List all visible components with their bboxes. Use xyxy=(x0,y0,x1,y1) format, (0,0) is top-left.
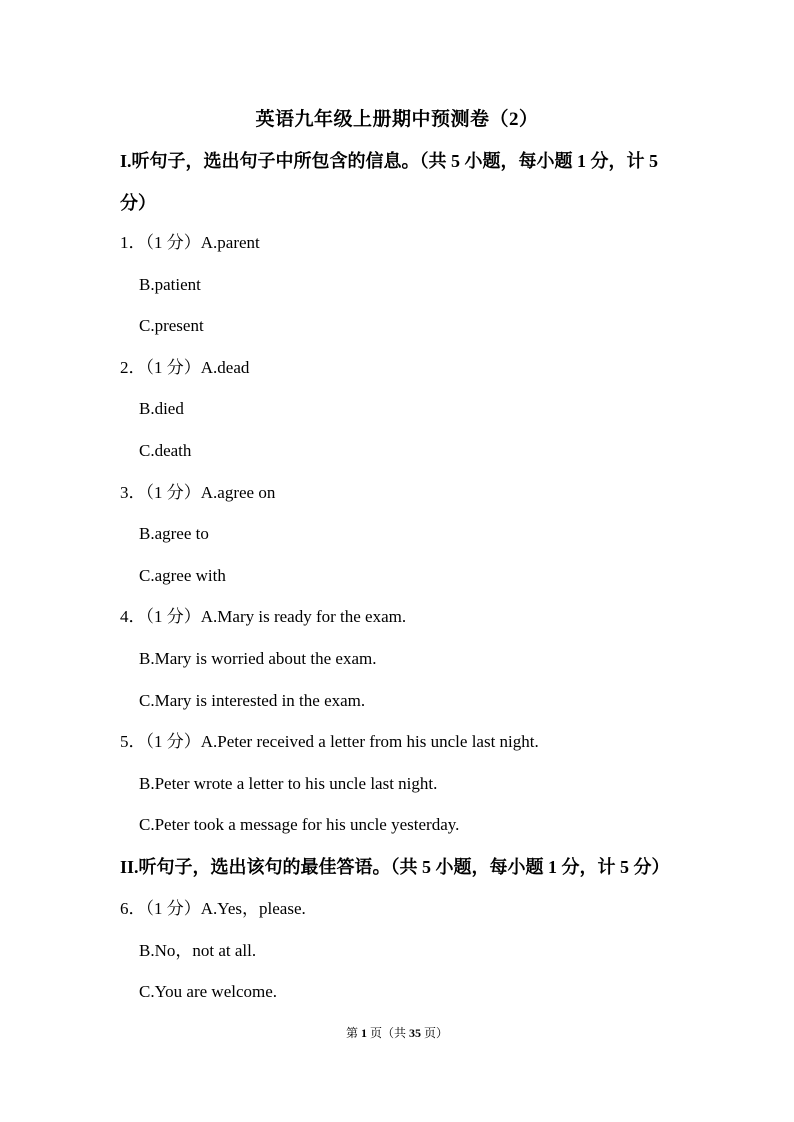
question-6 xyxy=(120,898,306,920)
question-1 xyxy=(120,232,260,254)
option-c: C.Mary is interested in the exam. xyxy=(139,691,366,710)
footer-total-pages: 35 xyxy=(409,1026,421,1040)
option-a: A.Peter received a letter from his uncle last night. xyxy=(200,732,539,751)
question-number: 4．（1 分） xyxy=(120,607,201,626)
option-b: B.agree to xyxy=(139,524,209,543)
footer-suffix: 页） xyxy=(421,1026,449,1040)
section-2-heading: II.听句子，选出该句的最佳答语。（共 5 小题，每小题 1 分，计 5 分） xyxy=(120,857,670,877)
section-1-heading-cont: 分） xyxy=(120,193,156,213)
section-1-heading: I.听句子，选出句子中所包含的信息。（共 5 小题，每小题 1 分，计 5 xyxy=(120,151,659,171)
option-a: A.parent xyxy=(200,233,260,252)
page-title: 英语九年级上册期中预测卷（2） xyxy=(255,109,539,130)
question-number: 1．（1 分） xyxy=(120,233,201,252)
question-3 xyxy=(120,482,275,504)
option-b: B.Peter wrote a letter to his uncle last night. xyxy=(139,774,438,793)
option-b: B.No，not at all. xyxy=(139,941,257,960)
option-b: B.patient xyxy=(139,275,201,294)
option-a: A.agree on xyxy=(200,483,276,502)
option-a: A.dead xyxy=(200,358,250,377)
footer-page-number: 1 xyxy=(360,1026,367,1040)
question-number: 3．（1 分） xyxy=(120,483,201,502)
question-2 xyxy=(120,357,249,379)
option-a: A.Mary is ready for the exam. xyxy=(200,607,407,626)
option-c: C.present xyxy=(139,316,204,335)
question-4 xyxy=(120,606,406,628)
option-b: B.died xyxy=(139,399,184,418)
footer-middle: 页（共 xyxy=(366,1026,409,1040)
option-c: C.agree with xyxy=(139,566,226,585)
option-c: C.You are welcome. xyxy=(139,982,278,1001)
page-footer xyxy=(0,1024,794,1041)
option-c: C.death xyxy=(139,441,192,460)
option-c: C.Peter took a message for his uncle yesterday. xyxy=(139,815,460,834)
question-5 xyxy=(120,731,539,753)
question-number: 2．（1 分） xyxy=(120,358,201,377)
question-number: 5．（1 分） xyxy=(120,732,201,751)
footer-prefix: 第 xyxy=(345,1026,361,1040)
option-a: A.Yes，please. xyxy=(200,899,306,918)
question-number: 6．（1 分） xyxy=(120,899,201,918)
option-b: B.Mary is worried about the exam. xyxy=(139,649,377,668)
